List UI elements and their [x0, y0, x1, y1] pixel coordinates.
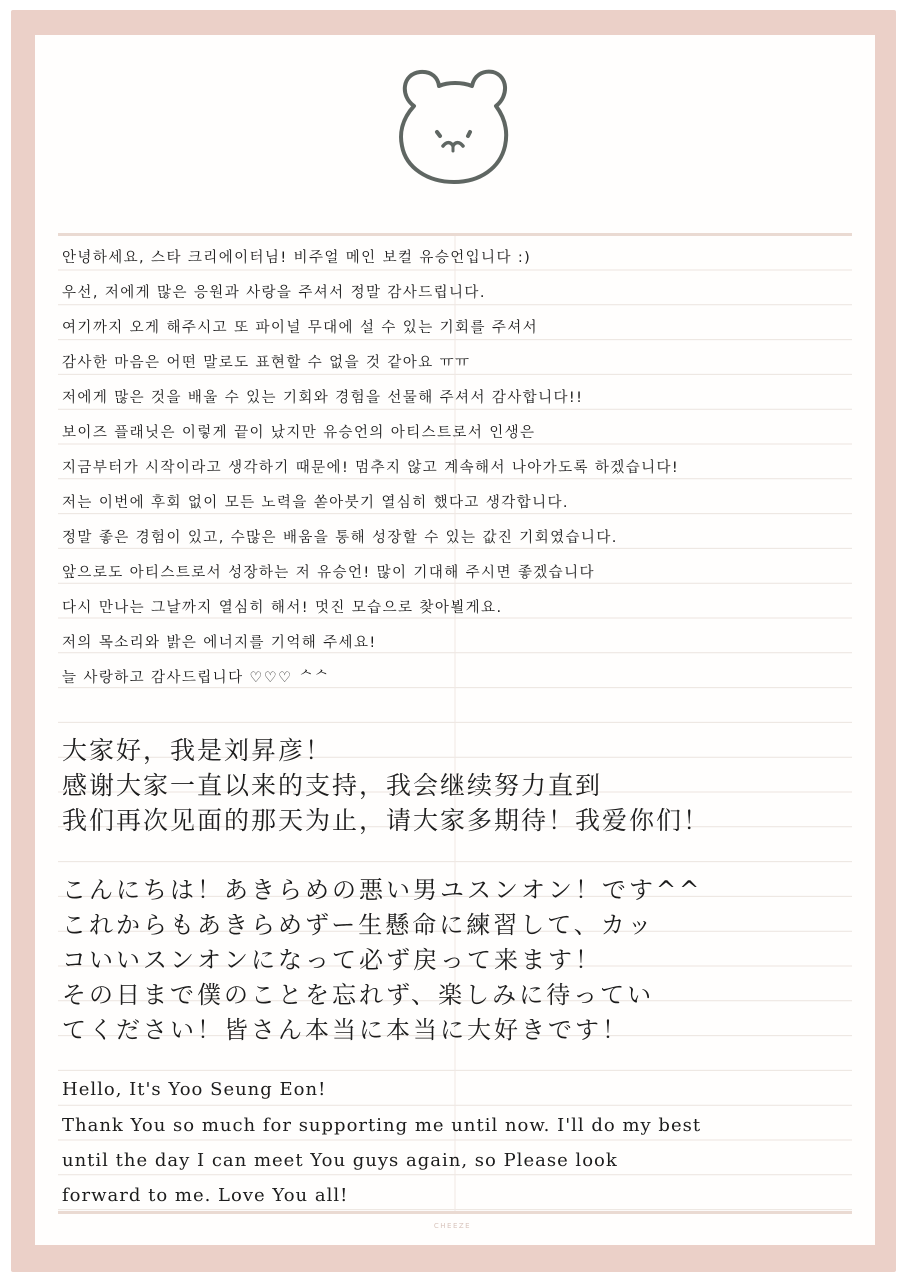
japanese-line: その日まで僕のことを忘れず、楽しみに待ってい — [62, 981, 655, 1009]
korean-line: 지금부터가 시작이라고 생각하기 때문에! 멈추지 않고 계속해서 나아가도록 하겠습니다! — [62, 460, 680, 476]
english-line: Thank You so much for supporting me until now. I'll do my best — [62, 1115, 702, 1136]
korean-line: 보이즈 플래닛은 이렇게 끝이 났지만 유승언의 아티스트로서 인생은 — [62, 425, 536, 441]
japanese-line: てください！皆さん本当に本当に大好きです！ — [62, 1016, 629, 1044]
ruled-lines — [58, 236, 852, 1211]
brand-label: CHEEZE — [433, 1222, 472, 1230]
korean-line: 늘 사랑하고 감사드립니다 ♡♡♡ ᄉᄉ — [62, 670, 330, 686]
english-line: until the day I can meet You guys again, so Please look — [62, 1150, 618, 1171]
bear-icon — [392, 66, 516, 190]
korean-line: 감사한 마음은 어떤 말로도 표현할 수 없을 것 같아요 ㅠㅠ — [62, 355, 471, 371]
korean-line: 저는 이번에 후회 없이 모든 노력을 쏟아붓기 열심히 했다고 생각합니다. — [62, 495, 569, 511]
chinese-line: 我们再次见面的那天为止，请大家多期待！我爱你们！ — [62, 806, 711, 835]
chinese-line: 大家好，我是刘昇彦！ — [62, 736, 333, 765]
english-line: forward to me. Love You all! — [62, 1185, 349, 1206]
korean-line: 우선, 저에게 많은 응원과 사랑을 주셔서 정말 감사드립니다. — [62, 285, 486, 301]
korean-line: 안녕하세요, 스타 크리에이터님! 비주얼 메인 보컬 유승언입니다 :) — [62, 250, 532, 266]
japanese-line: こんにちは！あきらめの悪い男ユスンオン！です^^ — [62, 876, 703, 904]
bottom-rule — [58, 1211, 852, 1214]
korean-line: 앞으로도 아티스트로서 성장하는 저 유승언! 많이 기대해 주시면 좋겠습니다 — [62, 565, 595, 581]
korean-line: 여기까지 오게 해주시고 또 파이널 무대에 설 수 있는 기회를 주셔서 — [62, 320, 539, 336]
korean-line: 정말 좋은 경험이 있고, 수많은 배움을 통해 성장할 수 있는 값진 기회였습니다. — [62, 530, 618, 546]
korean-line: 저에게 많은 것을 배울 수 있는 기회와 경험을 선물해 주셔서 감사합니다!! — [62, 390, 584, 406]
chinese-line: 感谢大家一直以来的支持，我会继续努力直到 — [62, 771, 603, 800]
japanese-line: これからもあきらめずー生懸命に練習して、カッ — [62, 911, 655, 939]
korean-line: 저의 목소리와 밝은 에너지를 기억해 주세요! — [62, 635, 377, 651]
korean-line: 다시 만나는 그날까지 열심히 해서! 멋진 모습으로 찾아뵐게요. — [62, 600, 503, 616]
english-line: Hello, It's Yoo Seung Eon! — [62, 1079, 327, 1100]
japanese-line: コいいスンオンになって必ず戻って来ます！ — [62, 946, 602, 974]
